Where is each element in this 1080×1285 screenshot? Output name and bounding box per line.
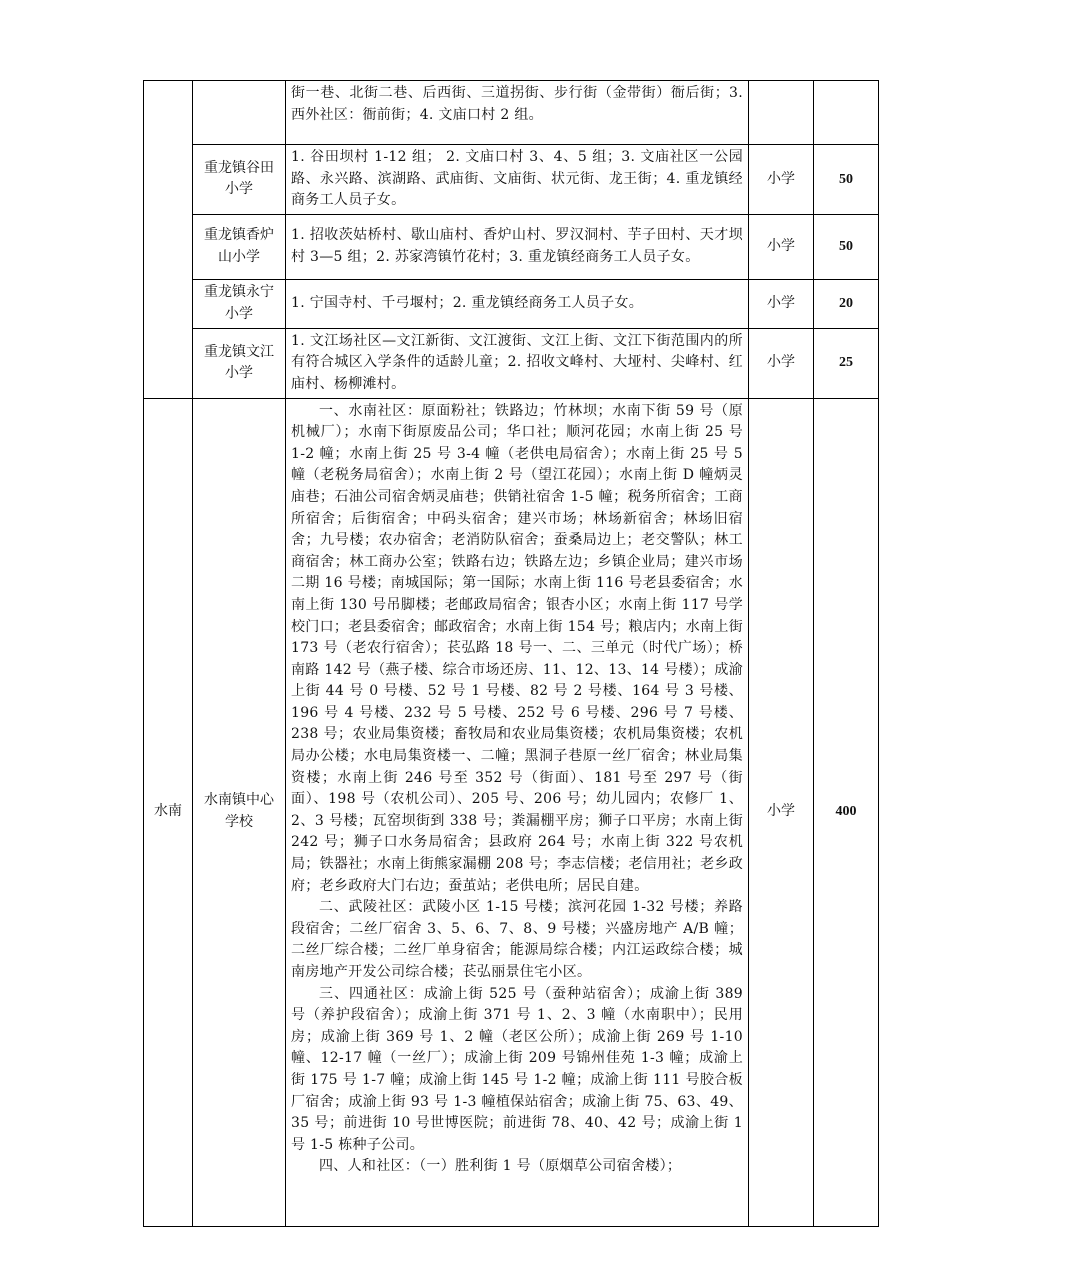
area-cell: 1. 宁国寺村、千弓堰村；2. 重龙镇经商务工人员子女。 [286,279,749,328]
region-cell: 水南 [144,398,193,1226]
community-paragraph: 二、武陵社区：武陵小区 1-15 号楼；滨河花园 1-32 号楼；养路段宿舍；二丝厂宿舍 3、5、6、7、8、9 号楼；兴盛房地产 A/B 幢；二丝厂综合楼；二丝厂单身宿舍；能源局综合楼；内江运政综合楼；城南房地产开发公司综合楼；苌弘丽景住宅小区。 [291,899,743,980]
level-cell: 小学 [749,328,814,398]
level-cell: 小学 [749,398,814,1226]
area-cell: 街一巷、北街二巷、后西街、三道拐街、步行街（金带街）衙后街；3. 西外社区：衙前街；4. 文庙口村 2 组。 [286,81,749,145]
area-cell: 1. 招收茨姑桥村、歇山庙村、香炉山村、罗汉洞村、芋子田村、天才坝村 3—5 组；2. 苏家湾镇竹花村；3. 重龙镇经商务工人员子女。 [286,214,749,279]
quota-cell: 50 [814,145,879,215]
quota-cell: 50 [814,214,879,279]
level-cell: 小学 [749,145,814,215]
table-row [144,398,879,1226]
community-paragraph: 一、水南社区：原面粉社；铁路边；竹林坝；水南下街 59 号（原机械厂）；水南下街原废品公司；华口社；顺河花园；水南上街 25 号 1-2 幢；水南上街 25 号 3-4 幢（老供电局宿舍）；水南上街 25 号 5 幢（老税务局宿舍）；水南上街 2 号（望江花园）；水南上街 D 幢炳灵庙巷；石油公司宿舍炳灵庙巷；供销社宿舍 1-5 幢；税务所宿舍；工商所宿舍；后街宿舍；中码头宿舍；建兴市场；林场新宿舍；林场旧宿舍；九号楼；农办宿舍；老消防队宿舍；蚕桑局边上；老交警队；林工商宿舍；林工商办公室；铁路右边；铁路左边；乡镇企业局；建兴市场二期 16 号楼；南城国际；第一国际；水南上街 116 号老县委宿舍；水南上街 130 号吊脚楼；老邮政局宿舍；银杏小区；水南上街 117 号学校门口；老县委宿舍；邮政宿舍；水南上街 154 号；粮店内；水南上街 173 号（老农行宿舍）；苌弘路 18 号一、二、三单元（时代广场）；桥南路 142 号（燕子楼、综合市场还房、11、12、13、14 号楼）；成渝上街 44 号 0 号楼、52 号 1 号楼、82 号 2 号楼、164 号 3 号楼、196 号 4 号楼、232 号 5 号楼、252 号 6 号楼、296 号 7 号楼、238 号；农业局集资楼；畜牧局和农业局集资楼；农机局集资楼；农机局办公楼；水电局集资楼一、二幢；黑洞子巷原一丝厂宿舍；林业局集资楼；水南上街 246 号至 352 号（街面）、181 号至 297 号（街面）、198 号（农机公司）、205 号、206 号；幼儿园内；农修厂 1、2、3 号楼；瓦窑坝街到 338 号；粪漏棚平房；狮子口平房；水南上街 242 号；狮子口水务局宿舍；县政府 264 号；水南上街 322 号农机局；铁器社；水南上街熊家漏棚 208 号；李志信楼；老信用社；老乡政府；老乡政府大门右边；蚕茧站；老供电所；居民自建。 [291,402,743,894]
table-row [144,279,879,328]
quota-cell: 400 [814,398,879,1226]
table-row [144,145,879,215]
enrollment-table [143,80,879,1227]
level-cell [749,81,814,145]
school-cell: 重龙镇香炉山小学 [193,214,286,279]
table-row [144,328,879,398]
quota-cell [814,81,879,145]
area-cell [286,398,749,1226]
school-cell: 重龙镇文江小学 [193,328,286,398]
level-cell: 小学 [749,214,814,279]
area-cell: 1. 谷田坝村 1-12 组； 2. 文庙口村 3、4、5 组；3. 文庙社区一公园路、永兴路、滨湖路、武庙街、文庙街、状元街、龙王街；4. 重龙镇经商务工人员子女。 [286,145,749,215]
level-cell: 小学 [749,279,814,328]
community-paragraph: 三、四通社区：成渝上街 525 号（蚕种站宿舍）；成渝上街 389 号（养护段宿舍）；成渝上街 371 号 1、2、3 幢（水南职中）；民用房；成渝上街 369 号 1、2 幢（老区公所）；成渝上街 269 号 1-10 幢、12-17 幢（一丝厂）；成渝上街 209 号锦州佳苑 1-3 幢；成渝上街 175 号 1-7 幢；成渝上街 145 号 1-2 幢；成渝上街 111 号胶合板厂宿舍；成渝上街 93 号 1-3 幢植保站宿舍；成渝上街 75、63、49、35 号；前进街 10 号世博医院；前进街 78、40、42 号；成渝上街 1 号 1-5 栋种子公司。 [291,985,743,1153]
school-cell: 水南镇中心学校 [193,398,286,1226]
school-cell: 重龙镇永宁小学 [193,279,286,328]
area-cell: 1. 文江场社区—文江新街、文江渡街、文江上街、文江下街范围内的所有符合城区入学条件的适龄儿童；2. 招收文峰村、大垭村、尖峰村、红庙村、杨柳滩村。 [286,328,749,398]
quota-cell: 20 [814,279,879,328]
school-cell [193,81,286,145]
quota-cell: 25 [814,328,879,398]
table-row [144,81,879,145]
school-cell: 重龙镇谷田小学 [193,145,286,215]
table-row [144,214,879,279]
region-cell [144,81,193,399]
community-paragraph: 四、人和社区：（一）胜利街 1 号（原烟草公司宿舍楼）； [319,1158,682,1175]
